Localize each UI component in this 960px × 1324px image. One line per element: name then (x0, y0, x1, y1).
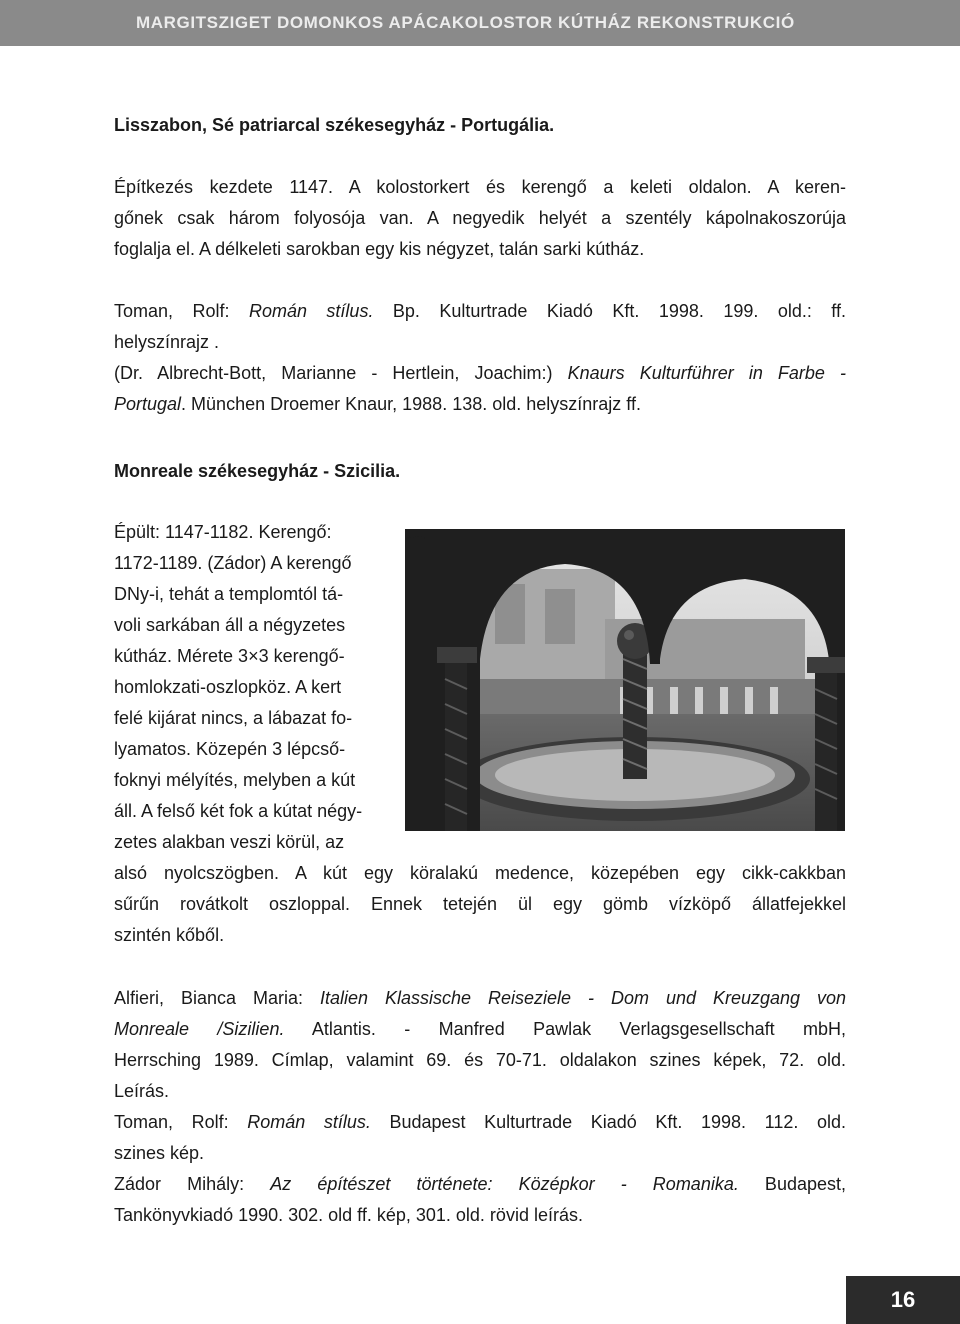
running-header-title: MARGITSZIGET DOMONKOS APÁCAKOLOSTOR KÚTHÁZ REKONSTRUKCIÓ (136, 13, 795, 32)
page-number-box (846, 1276, 960, 1324)
wrapped-line: Épült: 1147-1182. Kerengő: (114, 522, 332, 542)
cloister-fountain-photo (405, 529, 845, 831)
reference-toman-2-cont: szines kép. (114, 1143, 205, 1163)
reference-alfieri-cont: Leírás. (114, 1081, 170, 1101)
wrapped-line: zetes alakban veszi körül, az (114, 832, 345, 852)
reference-albrecht-bott: (Dr. Albrecht-Bott, Marianne - Hertlein, Joachim:) Knaurs Kulturführer in Farbe - (114, 363, 846, 383)
wrapped-line: foknyi mélyítés, melyben a kút (114, 770, 356, 790)
wrapped-line: lyamatos. Közepén 3 lépcső- (114, 739, 346, 759)
wrapped-line: homlokzati-oszlopköz. A kert (114, 677, 342, 697)
body-line: alsó nyolcszögben. A kút egy köralakú medence, közepében egy cikk-cakkban (114, 863, 846, 883)
reference-toman-2: Toman, Rolf: Román stílus. Budapest Kulturtrade Kiadó Kft. 1998. 112. old. (114, 1112, 846, 1132)
reference-toman-1: Toman, Rolf: Román stílus. Bp. Kulturtrade Kiadó Kft. 1998. 199. old.: ff. (114, 301, 846, 321)
body-line: Építkezés kezdete 1147. A kolostorkert és kerengő a keleti oldalon. A keren- (114, 177, 846, 197)
reference-zador: Zádor Mihály: Az építészet története: Középkor - Romanika. Budapest, (114, 1174, 846, 1194)
reference-toman-1-cont: helyszínrajz . (114, 332, 220, 352)
section-heading-lisszabon: Lisszabon, Sé patriarcal székesegyház - Portugália. (114, 115, 555, 135)
page-number: 16 (890, 1287, 916, 1312)
wrapped-line: felé kijárat nincs, a lábazat fo- (114, 708, 353, 728)
wrapped-line: DNy-i, tehát a templomtól tá- (114, 584, 344, 604)
header-bar (0, 0, 960, 46)
wrapped-line: áll. A felső két fok a kútat négy- (114, 801, 363, 821)
section-heading-monreale: Monreale székesegyház - Szicilia. (114, 461, 401, 481)
body-line: szintén kőből. (114, 925, 225, 945)
reference-alfieri-cont: Monreale /Sizilien. Atlantis. - Manfred Pawlak Verlagsgesellschaft mbH, (114, 1019, 846, 1039)
reference-alfieri: Alfieri, Bianca Maria: Italien Klassische Reiseziele - Dom und Kreuzgang von (114, 988, 847, 1008)
wrapped-line: kútház. Mérete 3×3 kerengő- (114, 646, 345, 666)
wrapped-line: voli sarkában áll a négyzetes (114, 615, 346, 635)
body-line: foglalja el. A délkeleti sarokban egy kis négyzet, talán sarki kútház. (114, 239, 645, 259)
reference-alfieri-cont: Herrsching 1989. Címlap, valamint 69. és 70-71. oldalakon szines képek, 72. old. (114, 1050, 846, 1070)
body-line: sűrűn rovátkolt oszloppal. Ennek tetején ül egy gömb vízköpő állatfejekkel (114, 894, 846, 914)
body-line: gőnek csak három folyosója van. A negyedik helyét a szentély kápolnakoszorúja (114, 208, 846, 228)
reference-albrecht-bott-cont: Portugal. München Droemer Knaur, 1988. 138. old. helyszínrajz ff. (114, 394, 641, 414)
reference-zador-cont: Tankönyvkiadó 1990. 302. old ff. kép, 301. old. rövid leírás. (114, 1205, 583, 1225)
wrapped-line: 1172-1189. (Zádor) A kerengő (114, 553, 352, 573)
